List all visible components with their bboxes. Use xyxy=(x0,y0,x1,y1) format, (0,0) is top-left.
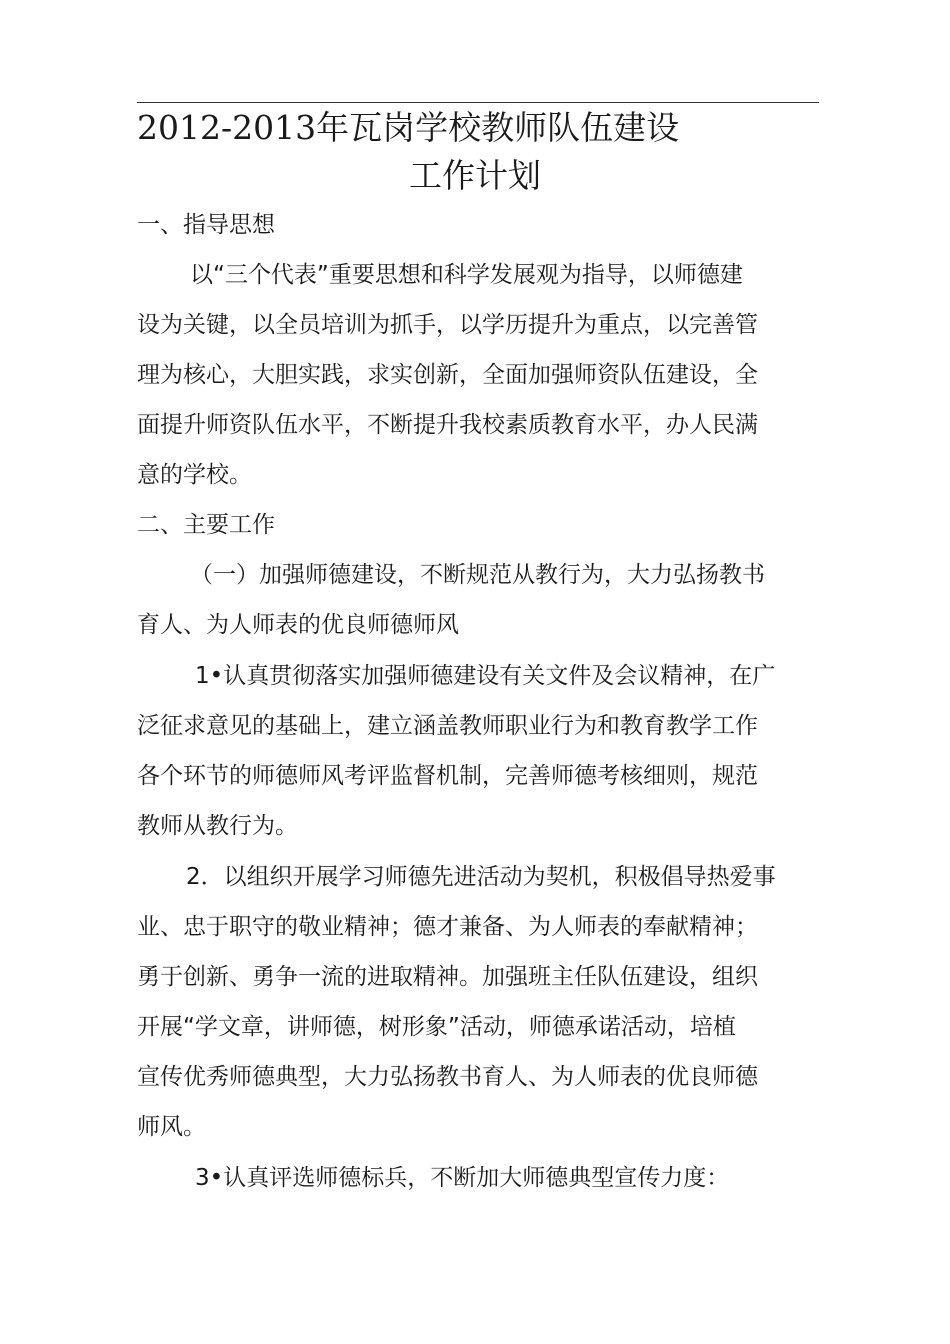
paragraph-line: 以“三个代表”重要思想和科学发展观为指导，以师德建 xyxy=(190,262,743,288)
document-title-line2: 工作计划 xyxy=(409,156,541,195)
paragraph-line: 面提升师资队伍水平，不断提升我校素质教育水平，办人民满 xyxy=(137,412,758,438)
paragraph-line: 理为核心，大胆实践，求实创新，全面加强师资队伍建设，全 xyxy=(137,362,758,388)
paragraph-line: 3•认真评选师德标兵，不断加大师德典型宣传力度： xyxy=(195,1165,730,1191)
paragraph-line: 教师从教行为。 xyxy=(137,813,298,839)
document-title-line1: 2012-2013年瓦岗学校教师队伍建设 xyxy=(137,108,680,147)
paragraph-line: 业、忠于职守的敬业精神；德才兼备、为人师表的奉献精神； xyxy=(137,914,758,940)
paragraph-line: 意的学校。 xyxy=(137,462,252,488)
paragraph-line: 1•认真贯彻落实加强师德建设有关文件及会议精神，在广 xyxy=(195,663,776,689)
subsection-heading: （一）加强师德建设，不断规范从教行为，大力弘扬教书 xyxy=(190,562,765,588)
paragraph-line: 泛征求意见的基础上，建立涵盖教师职业行为和教育教学工作 xyxy=(137,713,758,739)
paragraph-line: 各个环节的师德师风考评监督机制，完善师德考核细则，规范 xyxy=(137,763,758,789)
paragraph-line: 勇于创新、勇争一流的进取精神。加强班主任队伍建设，组织 xyxy=(137,964,758,990)
section-heading-main-work: 二、主要工作 xyxy=(137,512,275,538)
subsection-heading: 育人、为人师表的优良师德师风 xyxy=(137,612,459,638)
section-heading-guiding-thought: 一、指导思想 xyxy=(137,212,275,238)
paragraph-line: 设为关键，以全员培训为抓手，以学历提升为重点，以完善管 xyxy=(137,312,758,338)
header-rule xyxy=(137,102,819,103)
paragraph-line: 师风。 xyxy=(137,1114,206,1140)
paragraph-line: 开展“学文章，讲师德，树形象”活动，师德承诺活动，培植 xyxy=(137,1014,736,1040)
paragraph-line: 宣传优秀师德典型，大力弘扬教书育人、为人师表的优良师德 xyxy=(137,1064,758,1090)
paragraph-line: 2．以组织开展学习师德先进活动为契机，积极倡导热爱事 xyxy=(186,864,776,890)
